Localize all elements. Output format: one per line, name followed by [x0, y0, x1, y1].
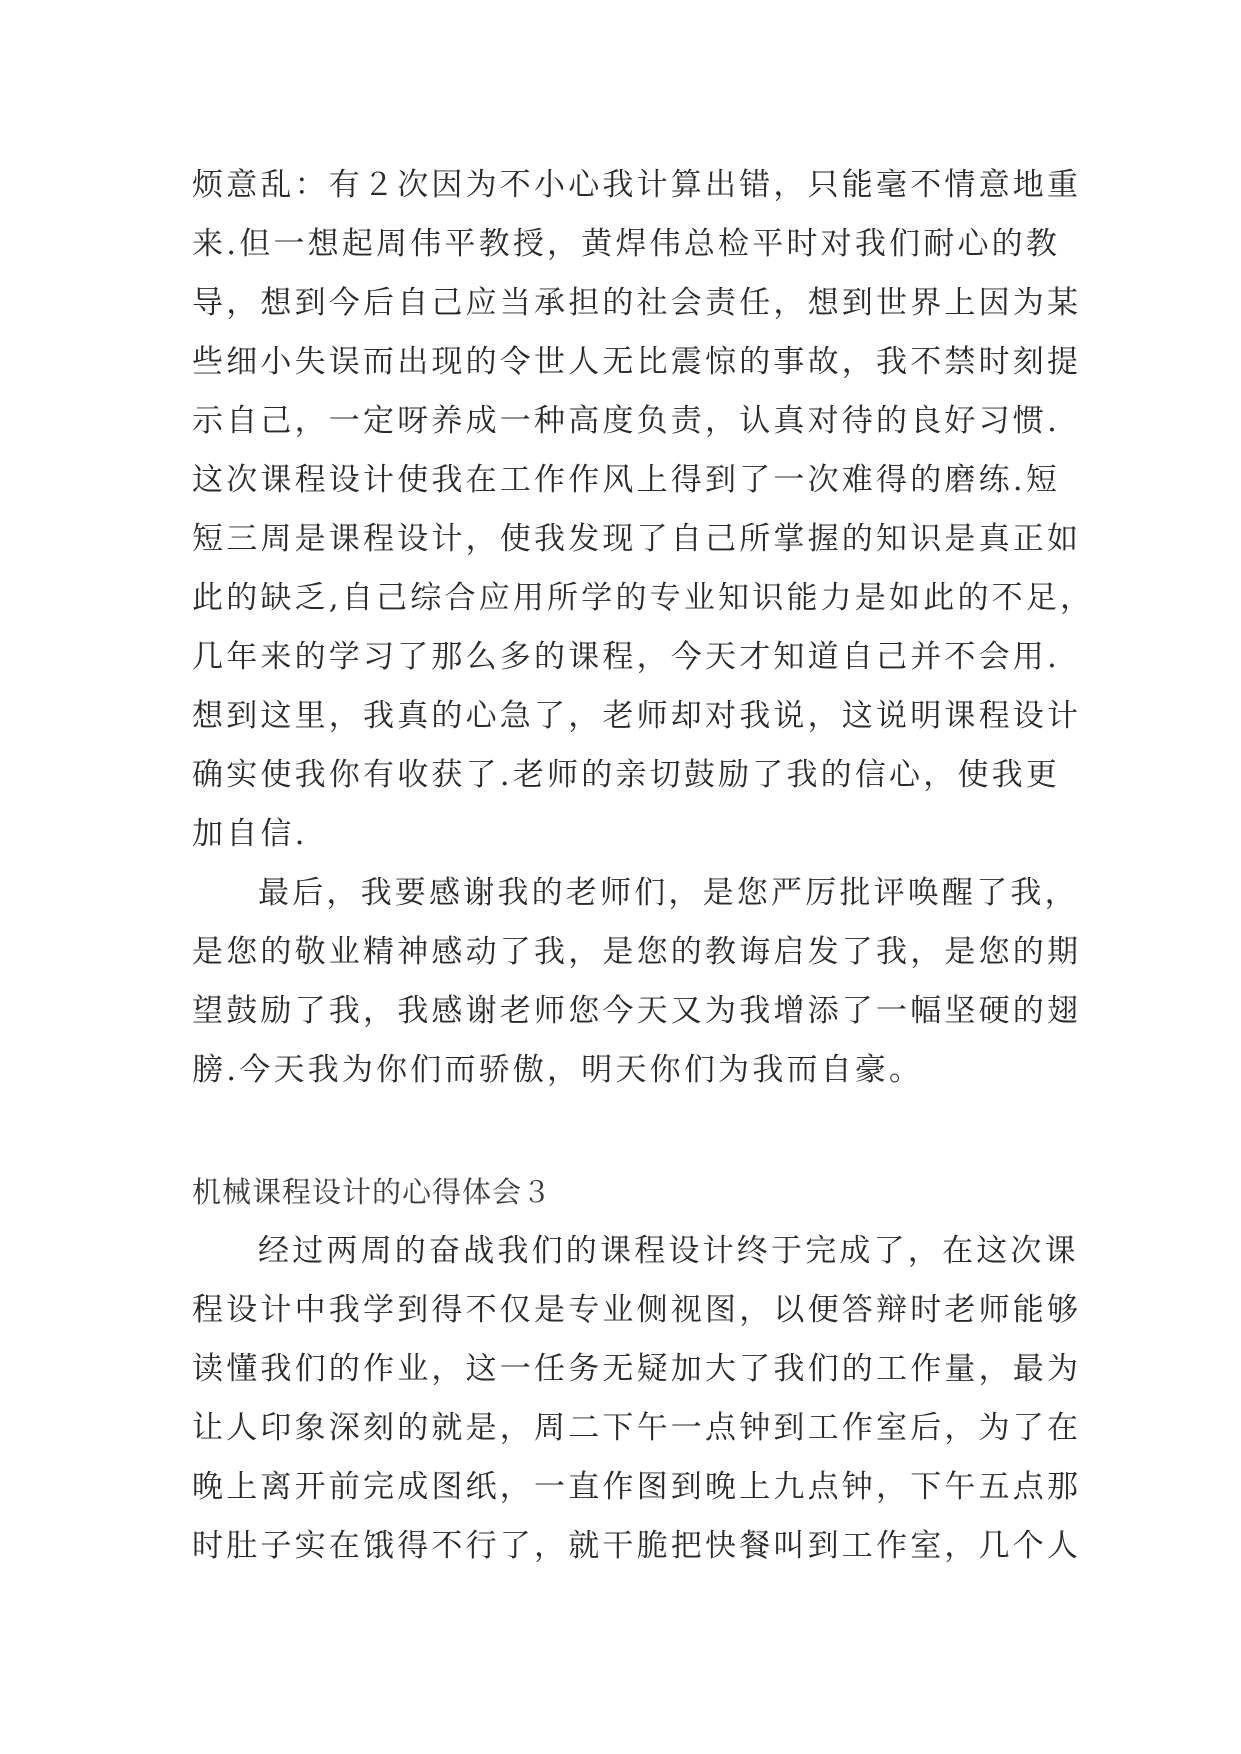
text-line: 此的缺乏,自己综合应用所学的专业知识能力是如此的不足，: [192, 580, 1095, 616]
text-line: 程设计中我学到得不仅是专业侧视图，以便答辩时老师能够: [192, 1292, 1082, 1328]
text-line: 晚上离开前完成图纸，一直作图到晚上九点钟，下午五点那: [192, 1469, 1082, 1505]
section-spacer: [192, 1100, 1052, 1162]
paragraph-2: [192, 864, 1082, 1100]
paragraph-3: [192, 1222, 1082, 1576]
text-line: 让人印象深刻的就是，周二下午一点钟到工作室后，为了在: [192, 1410, 1082, 1446]
text-line: 经过两周的奋战我们的课程设计终于完成了，在这次课: [258, 1233, 1079, 1269]
text-line: 读懂我们的作业，这一任务无疑加大了我们的工作量，最为: [192, 1351, 1082, 1387]
document-body: [192, 156, 1095, 1576]
text-line: 短三周是课程设计，使我发现了自己所掌握的知识是真正如: [192, 521, 1082, 557]
text-line: 示自己，一定呀养成一种高度负责，认真对待的良好习惯.: [192, 403, 1061, 439]
text-line: 加自信.: [192, 816, 308, 852]
text-line: 望鼓励了我，我感谢老师您今天又为我增添了一幅坚硬的翅: [192, 993, 1082, 1029]
text-line: 这次课程设计使我在工作作风上得到了一次难得的磨练.短: [192, 462, 1061, 498]
paragraph-1: [192, 156, 1095, 864]
text-line: 导，想到今后自己应当承担的社会责任，想到世界上因为某: [192, 285, 1082, 321]
text-line: 几年来的学习了那么多的课程，今天才知道自己并不会用.: [192, 639, 1061, 675]
text-line: 膀.今天我为你们而骄傲，明天你们为我而自豪。: [192, 1052, 924, 1088]
text-line: 烦意乱：有２次因为不小心我计算出错，只能毫不情意地重: [192, 167, 1082, 203]
text-line: 些细小失误而出现的令世人无比震惊的事故，我不禁时刻提: [192, 344, 1082, 380]
section-heading: 机械课程设计的心得体会３: [192, 1175, 553, 1209]
text-line: 是您的敬业精神感动了我，是您的教诲启发了我，是您的期: [192, 934, 1082, 970]
text-line: 最后，我要感谢我的老师们，是您严厉批评唤醒了我，: [258, 875, 1079, 911]
text-line: 来.但一想起周伟平教授，黄焊伟总检平时对我们耐心的教: [192, 226, 1061, 262]
text-line: 确实使我你有收获了.老师的亲切鼓励了我的信心，使我更: [192, 757, 1061, 793]
text-line: 想到这里，我真的心急了，老师却对我说，这说明课程设计: [192, 698, 1082, 734]
text-line: 时肚子实在饿得不行了，就干脆把快餐叫到工作室，几个人: [192, 1528, 1082, 1564]
